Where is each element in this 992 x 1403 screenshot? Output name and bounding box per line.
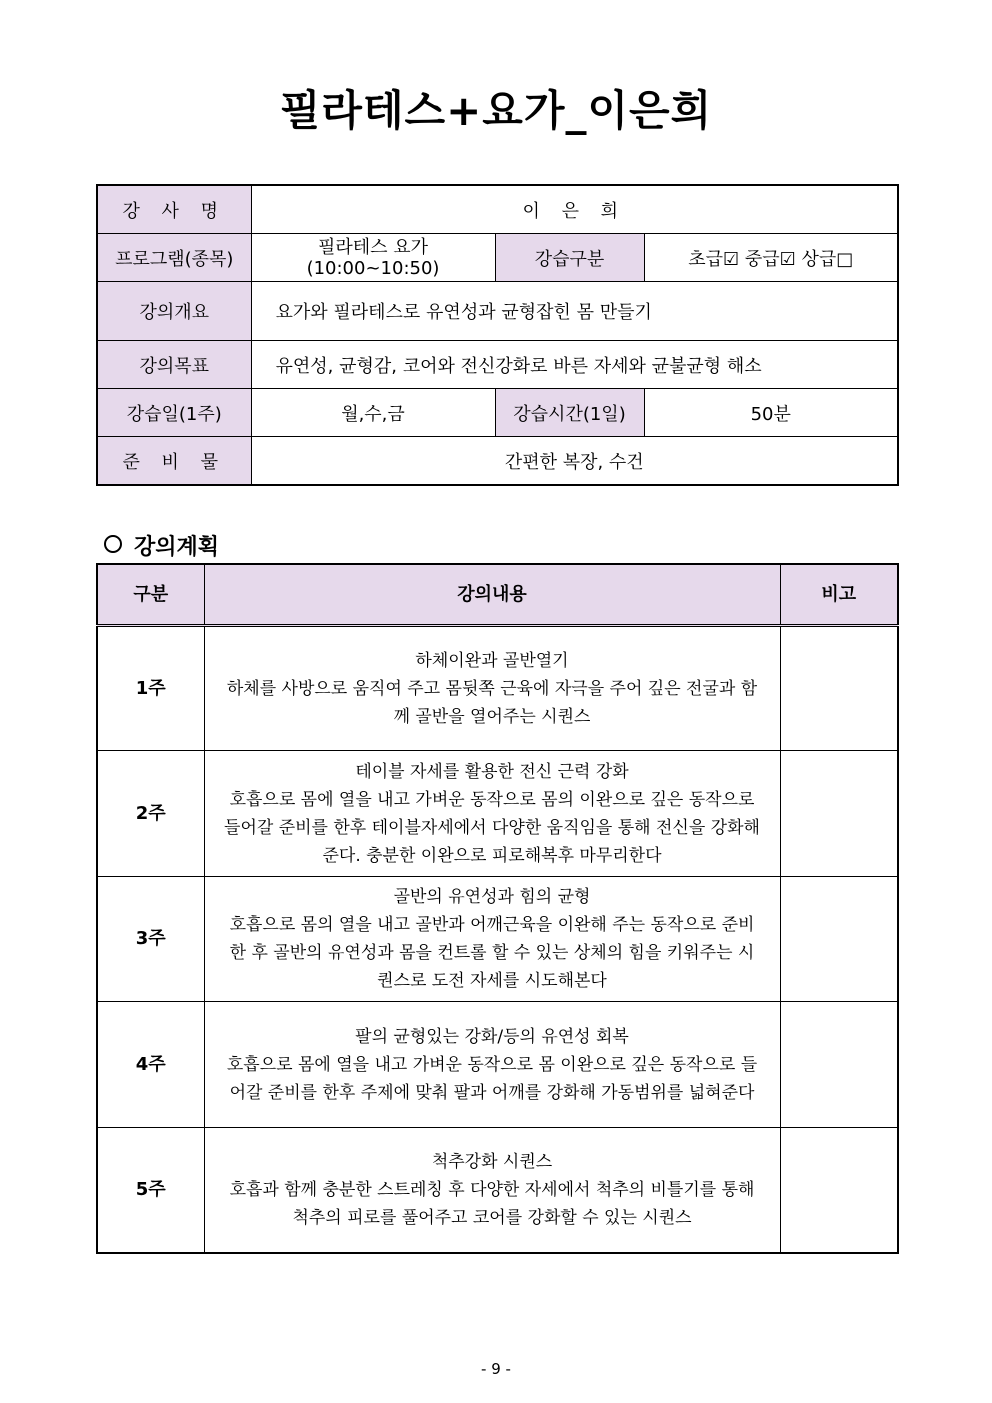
- content-line: 골반의 유연성과 힘의 균형: [393, 887, 591, 907]
- plan-table: [96, 563, 899, 1254]
- plan-row: [97, 877, 898, 1002]
- program-name: 필라테스 요가: [317, 236, 429, 258]
- content-line: 한 후 골반의 유연성과 몸을 컨트롤 할 수 있는 상체의 힘을 키워주는 시: [229, 943, 755, 963]
- level-value: 초급☑ 중급☑ 상급□: [644, 234, 898, 282]
- week-cell: 2주: [97, 751, 204, 877]
- week-header: 구분: [97, 564, 204, 626]
- plan-row: [97, 1128, 898, 1253]
- instructor-value: 이 은 희: [251, 185, 898, 234]
- overview-value: 요가와 필라테스로 유연성과 균형잡힌 몸 만들기: [251, 282, 898, 341]
- note-cell: [780, 877, 898, 1002]
- content-line: 팔의 균형있는 강화/등의 유연성 회복: [355, 1026, 629, 1047]
- goal-row: [97, 341, 898, 389]
- content-cell: [204, 877, 780, 1002]
- goal-label: 강의목표: [97, 341, 251, 389]
- days-label: 강습일(1주): [97, 389, 251, 437]
- plan-row: [97, 751, 898, 877]
- content-line: 테이블 자세를 활용한 전신 근력 강화: [355, 761, 629, 782]
- content-cell: [204, 1002, 780, 1128]
- note-header: 비고: [780, 564, 898, 626]
- days-value: 월,수,금: [251, 389, 495, 437]
- page-title: 필라테스+요가_이은희: [279, 86, 713, 135]
- content-line: 호흡으로 몸에 열을 내고 가벼운 동작으로 몸의 이완으로 깊은 동작으로: [229, 789, 755, 810]
- content-line: 호흡과 함께 충분한 스트레칭 후 다양한 자세에서 척추의 비틀기를 통해: [229, 1179, 755, 1200]
- time-value: 50분: [644, 389, 898, 437]
- supplies-value: 간편한 복장, 수건: [251, 437, 898, 486]
- content-line: 퀀스로 도전 자세를 시도해본다: [377, 971, 607, 991]
- week-cell: 1주: [97, 626, 204, 751]
- instructor-row: [97, 185, 898, 234]
- level-label: 강습구분: [495, 234, 644, 282]
- content-line: 호흡으로 몸에 열을 내고 가벼운 동작으로 몸 이완으로 깊은 동작으로 들: [226, 1054, 758, 1075]
- content-line: 호흡으로 몸의 열을 내고 골반과 어깨근육을 이완해 주는 동작으로 준비: [229, 915, 755, 935]
- content-line: 어갈 준비를 한후 주제에 맞춰 팔과 어깨를 강화해 가동범위를 넓혀준다: [229, 1082, 755, 1103]
- instructor-label: 강 사 명: [97, 185, 251, 234]
- program-row: [97, 234, 898, 282]
- overview-row: [97, 282, 898, 341]
- page-number: - 9 -: [481, 1360, 511, 1378]
- content-cell: [204, 1128, 780, 1253]
- program-value: [251, 234, 495, 282]
- plan-header-row: [97, 564, 898, 626]
- overview-label: 강의개요: [97, 282, 251, 341]
- days-row: [97, 389, 898, 437]
- week-cell: 5주: [97, 1128, 204, 1253]
- week-cell: 3주: [97, 877, 204, 1002]
- content-cell: [204, 751, 780, 877]
- note-cell: [780, 1002, 898, 1128]
- section-title: 강의계획: [134, 535, 220, 560]
- content-line: 께 골반을 열어주는 시퀀스: [393, 706, 591, 727]
- note-cell: [780, 626, 898, 751]
- content-line: 하체이완과 골반열기: [415, 650, 569, 671]
- section-heading: [104, 530, 219, 561]
- program-time: (10:00~10:50): [306, 257, 440, 279]
- content-line: 준다. 충분한 이완으로 피로해복후 마무리한다: [322, 845, 662, 866]
- plan-row: [97, 626, 898, 751]
- goal-value: 유연성, 균형감, 코어와 전신강화로 바른 자세와 균불균형 해소: [251, 341, 898, 389]
- content-header: 강의내용: [204, 564, 780, 626]
- time-label: 강습시간(1일): [495, 389, 644, 437]
- circle-bullet-icon: [104, 535, 122, 553]
- info-table: [96, 184, 899, 486]
- note-cell: [780, 1128, 898, 1253]
- content-line: 척추의 피로를 풀어주고 코어를 강화할 수 있는 시퀀스: [292, 1207, 692, 1228]
- content-line: 척추강화 시퀀스: [431, 1151, 553, 1172]
- supplies-label: 준 비 물: [97, 437, 251, 486]
- program-label: 프로그램(종목): [97, 234, 251, 282]
- plan-row: [97, 1002, 898, 1128]
- note-cell: [780, 751, 898, 877]
- content-line: 하체를 사방으로 움직여 주고 몸뒷쪽 근육에 자극을 주어 깊은 전굴과 함: [226, 678, 758, 699]
- content-cell: [204, 626, 780, 751]
- week-cell: 4주: [97, 1002, 204, 1128]
- supplies-row: [97, 437, 898, 486]
- content-line: 들어갈 준비를 한후 테이블자세에서 다양한 움직임을 통해 전신을 강화해: [224, 817, 760, 838]
